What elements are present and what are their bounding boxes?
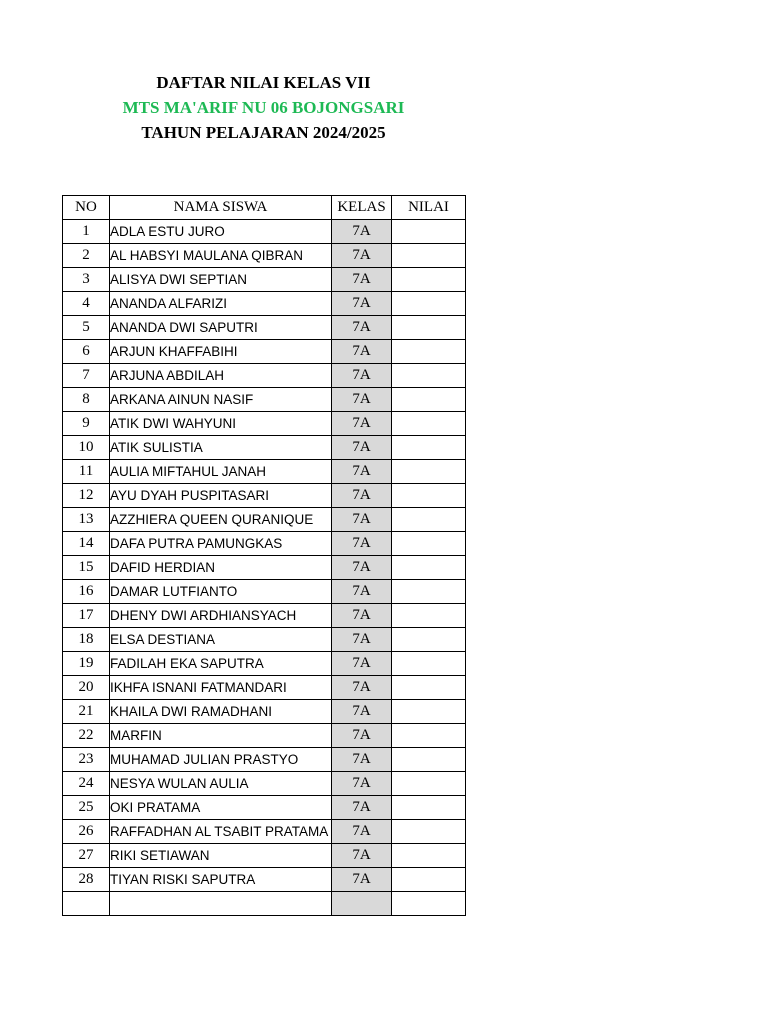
cell-no: 23 (63, 748, 110, 772)
column-header-no: NO (63, 196, 110, 220)
cell-nama-siswa: MARFIN (110, 724, 332, 748)
cell-kelas: 7A (332, 748, 392, 772)
cell-nama-siswa: RAFFADHAN AL TSABIT PRATAMA (110, 820, 332, 844)
cell-no: 2 (63, 244, 110, 268)
cell-nama-siswa: ARJUN KHAFFABIHI (110, 340, 332, 364)
table-row (63, 292, 466, 316)
cell-nama-siswa: AL HABSYI MAULANA QIBRAN (110, 244, 332, 268)
cell-nama-siswa: ALISYA DWI SEPTIAN (110, 268, 332, 292)
cell-kelas: 7A (332, 700, 392, 724)
cell-nama-siswa: FADILAH EKA SAPUTRA (110, 652, 332, 676)
cell-nilai[interactable] (392, 388, 466, 412)
cell-nilai[interactable] (392, 556, 466, 580)
cell-no: 7 (63, 364, 110, 388)
cell-nama-siswa: DAFID HERDIAN (110, 556, 332, 580)
cell-no: 13 (63, 508, 110, 532)
table-row (63, 268, 466, 292)
cell-nama-siswa: AZZHIERA QUEEN QURANIQUE (110, 508, 332, 532)
cell-no (63, 892, 110, 916)
cell-kelas: 7A (332, 532, 392, 556)
table-row (63, 652, 466, 676)
cell-kelas: 7A (332, 628, 392, 652)
cell-kelas: 7A (332, 820, 392, 844)
cell-nilai[interactable] (392, 700, 466, 724)
cell-kelas: 7A (332, 484, 392, 508)
cell-nilai[interactable] (392, 652, 466, 676)
cell-no: 5 (63, 316, 110, 340)
cell-kelas: 7A (332, 436, 392, 460)
cell-no: 6 (63, 340, 110, 364)
table-row (63, 364, 466, 388)
cell-no: 9 (63, 412, 110, 436)
cell-nama-siswa: ATIK SULISTIA (110, 436, 332, 460)
cell-nilai[interactable] (392, 484, 466, 508)
cell-nama-siswa (110, 892, 332, 916)
header-row (63, 196, 466, 220)
table-row (63, 436, 466, 460)
cell-nama-siswa: IKHFA ISNANI FATMANDARI (110, 676, 332, 700)
cell-nama-siswa: AULIA MIFTAHUL JANAH (110, 460, 332, 484)
cell-kelas: 7A (332, 508, 392, 532)
academic-year: TAHUN PELAJARAN 2024/2025 (141, 123, 386, 142)
cell-nama-siswa: ANANDA DWI SAPUTRI (110, 316, 332, 340)
cell-kelas: 7A (332, 412, 392, 436)
cell-nilai[interactable] (392, 316, 466, 340)
table-row (63, 244, 466, 268)
cell-kelas: 7A (332, 652, 392, 676)
table-row (63, 556, 466, 580)
table-row (63, 628, 466, 652)
table-body (63, 220, 466, 916)
cell-kelas: 7A (332, 772, 392, 796)
table-row (63, 316, 466, 340)
cell-no: 11 (63, 460, 110, 484)
cell-kelas: 7A (332, 868, 392, 892)
cell-kelas: 7A (332, 604, 392, 628)
cell-kelas: 7A (332, 676, 392, 700)
cell-nama-siswa: ARJUNA ABDILAH (110, 364, 332, 388)
table-row (63, 508, 466, 532)
cell-nilai[interactable] (392, 436, 466, 460)
cell-nama-siswa: ELSA DESTIANA (110, 628, 332, 652)
cell-kelas: 7A (332, 268, 392, 292)
cell-kelas: 7A (332, 724, 392, 748)
cell-no: 22 (63, 724, 110, 748)
cell-nilai[interactable] (392, 676, 466, 700)
cell-nilai[interactable] (392, 748, 466, 772)
cell-nama-siswa: DAFA PUTRA PAMUNGKAS (110, 532, 332, 556)
cell-no: 16 (63, 580, 110, 604)
table-row (63, 604, 466, 628)
cell-kelas: 7A (332, 364, 392, 388)
cell-nama-siswa: ANANDA ALFARIZI (110, 292, 332, 316)
cell-nilai[interactable] (392, 604, 466, 628)
cell-nilai[interactable] (392, 772, 466, 796)
cell-no: 3 (63, 268, 110, 292)
cell-nama-siswa: DHENY DWI ARDHIANSYACH (110, 604, 332, 628)
table-row (63, 484, 466, 508)
cell-no: 12 (63, 484, 110, 508)
table-row (63, 820, 466, 844)
table-row (63, 796, 466, 820)
cell-nilai[interactable] (392, 340, 466, 364)
table-header (63, 196, 466, 220)
cell-nama-siswa: MUHAMAD JULIAN PRASTYO (110, 748, 332, 772)
table-row (63, 748, 466, 772)
table-row (63, 532, 466, 556)
cell-no: 20 (63, 676, 110, 700)
cell-nilai[interactable] (392, 820, 466, 844)
table-row (63, 772, 466, 796)
cell-kelas: 7A (332, 244, 392, 268)
cell-nama-siswa: DAMAR LUTFIANTO (110, 580, 332, 604)
cell-no: 10 (63, 436, 110, 460)
cell-kelas: 7A (332, 796, 392, 820)
table-row (63, 460, 466, 484)
cell-no: 1 (63, 220, 110, 244)
cell-nama-siswa: KHAILA DWI RAMADHANI (110, 700, 332, 724)
cell-nama-siswa: OKI PRATAMA (110, 796, 332, 820)
cell-nilai[interactable] (392, 292, 466, 316)
cell-nilai[interactable] (392, 364, 466, 388)
cell-no: 21 (63, 700, 110, 724)
cell-nilai[interactable] (392, 628, 466, 652)
cell-nama-siswa: ATIK DWI WAHYUNI (110, 412, 332, 436)
cell-nama-siswa: NESYA WULAN AULIA (110, 772, 332, 796)
cell-kelas: 7A (332, 556, 392, 580)
cell-no: 27 (63, 844, 110, 868)
cell-nilai[interactable] (392, 532, 466, 556)
table-row (63, 220, 466, 244)
cell-no: 8 (63, 388, 110, 412)
cell-nama-siswa: TIYAN RISKI SAPUTRA (110, 868, 332, 892)
document-title: DAFTAR NILAI KELAS VII (156, 73, 371, 92)
cell-kelas: 7A (332, 220, 392, 244)
cell-no: 4 (63, 292, 110, 316)
cell-kelas: 7A (332, 460, 392, 484)
cell-nilai[interactable] (392, 796, 466, 820)
table-row (63, 892, 466, 916)
table-row (63, 676, 466, 700)
cell-no: 25 (63, 796, 110, 820)
cell-kelas (332, 892, 392, 916)
document-header (62, 70, 465, 145)
cell-no: 15 (63, 556, 110, 580)
cell-no: 26 (63, 820, 110, 844)
cell-nilai[interactable] (392, 724, 466, 748)
cell-no: 19 (63, 652, 110, 676)
table-row (63, 700, 466, 724)
table-row (63, 580, 466, 604)
cell-kelas: 7A (332, 292, 392, 316)
column-header-kelas: KELAS (332, 196, 392, 220)
cell-nilai[interactable] (392, 868, 466, 892)
cell-kelas: 7A (332, 580, 392, 604)
cell-kelas: 7A (332, 316, 392, 340)
cell-nilai[interactable] (392, 220, 466, 244)
cell-nama-siswa: ARKANA AINUN NASIF (110, 388, 332, 412)
cell-kelas: 7A (332, 388, 392, 412)
cell-nilai[interactable] (392, 244, 466, 268)
cell-kelas: 7A (332, 844, 392, 868)
cell-kelas: 7A (332, 340, 392, 364)
cell-no: 28 (63, 868, 110, 892)
grades-table (62, 195, 466, 916)
table-row (63, 340, 466, 364)
cell-nilai[interactable] (392, 460, 466, 484)
table-row (63, 868, 466, 892)
table-row (63, 412, 466, 436)
cell-nilai[interactable] (392, 892, 466, 916)
cell-no: 17 (63, 604, 110, 628)
cell-nilai[interactable] (392, 844, 466, 868)
table-row (63, 724, 466, 748)
cell-no: 18 (63, 628, 110, 652)
cell-nilai[interactable] (392, 412, 466, 436)
cell-no: 24 (63, 772, 110, 796)
cell-nama-siswa: RIKI SETIAWAN (110, 844, 332, 868)
cell-nama-siswa: AYU DYAH PUSPITASARI (110, 484, 332, 508)
column-header-nilai: NILAI (392, 196, 466, 220)
table-row (63, 844, 466, 868)
table-row (63, 388, 466, 412)
cell-no: 14 (63, 532, 110, 556)
cell-nama-siswa: ADLA ESTU JURO (110, 220, 332, 244)
cell-nilai[interactable] (392, 580, 466, 604)
cell-nilai[interactable] (392, 508, 466, 532)
column-header-nama-siswa: NAMA SISWA (110, 196, 332, 220)
cell-nilai[interactable] (392, 268, 466, 292)
school-name: MTS MA'ARIF NU 06 BOJONGSARI (122, 98, 405, 117)
